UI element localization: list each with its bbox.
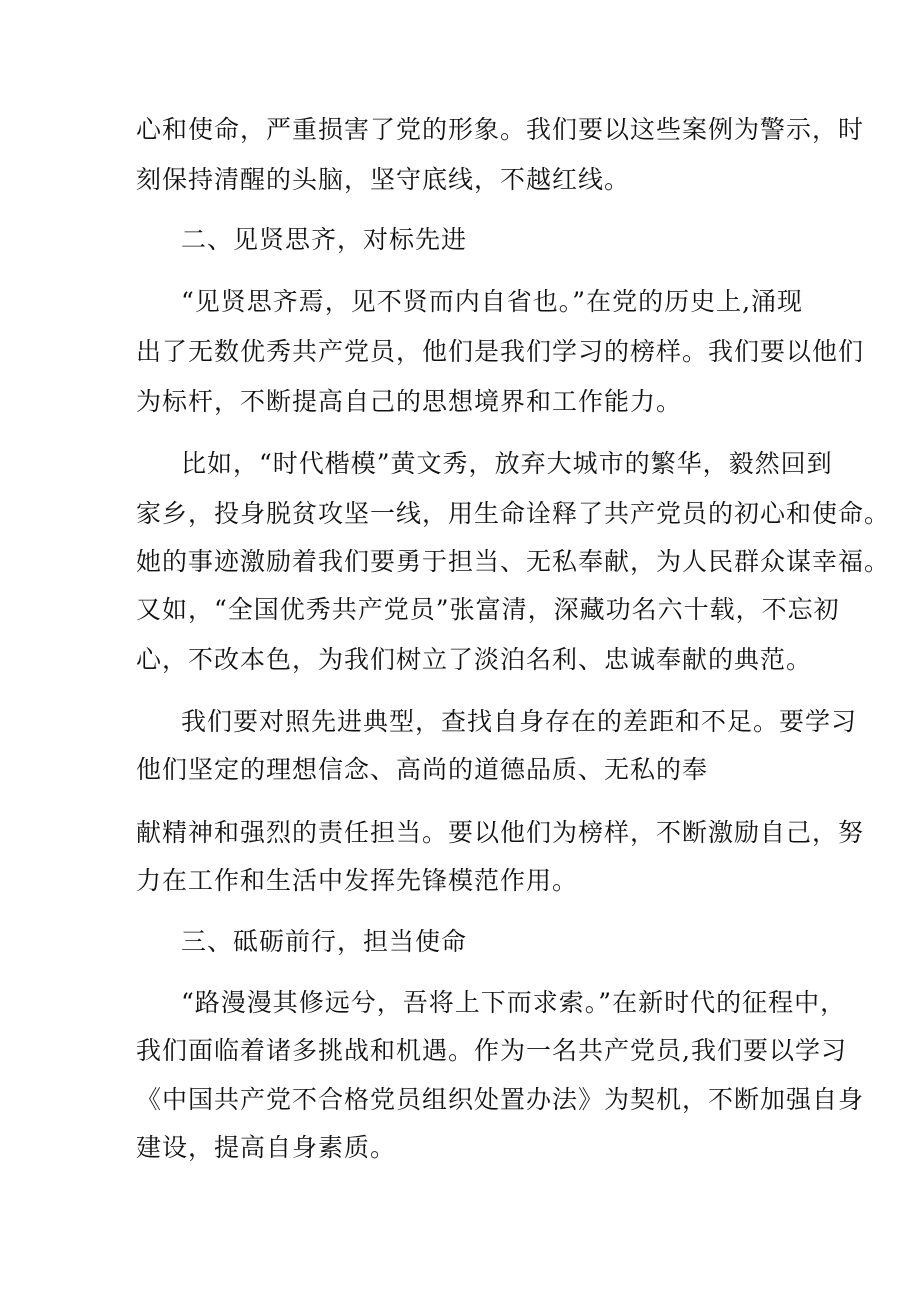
text-line: 又如，“全国优秀共产党员”张富清，深藏功名六十载，不忘初	[136, 595, 840, 624]
text-line: 我们面临着诸多挑战和机遇。作为一名共产党员,我们要以学习	[136, 1036, 847, 1065]
text-line: 刻保持清醒的头脑，坚守底线，不越红线。	[136, 165, 631, 194]
text-line: 力在工作和生活中发挥先锋模范作用。	[136, 866, 579, 895]
text-line: 他们坚定的理想信念、高尚的道德品质、无私的奉	[136, 755, 709, 784]
text-line: 她的事迹激励着我们要勇于担当、无私奉献，为人民群众谋幸福。	[136, 547, 891, 576]
section-heading: 三、砥砺前行，担当使命	[181, 927, 468, 956]
text-line: 出了无数优秀共产党员，他们是我们学习的榜样。我们要以他们	[136, 337, 865, 366]
text-line: “路漫漫其修远兮，吾将上下而求索。”在新时代的征程中，	[181, 988, 847, 1017]
text-line: 心和使命，严重损害了党的形象。我们要以这些案例为警示，时	[136, 115, 865, 144]
text-line: “见贤思齐焉，见不贤而内自省也。”在党的历史上,涌现	[181, 287, 804, 316]
text-line: 我们要对照先进典型，查找自身存在的差距和不足。要学习	[181, 707, 858, 736]
text-line: 为标杆，不断提高自己的思想境界和工作能力。	[136, 387, 683, 416]
text-line: 比如，“时代楷模”黄文秀，放弃大城市的繁华，毅然回到	[181, 449, 833, 478]
text-line: 《中国共产党不合格党员组织处置办法》为契机，不断加强自身	[136, 1085, 865, 1114]
text-line: 献精神和强烈的责任担当。要以他们为榜样，不断激励自己，努	[136, 818, 865, 847]
text-line: 心，不改本色，为我们树立了淡泊名利、忠诚奉献的典范。	[136, 645, 813, 674]
text-line: 建设，提高自身素质。	[136, 1133, 397, 1162]
text-line: 家乡，投身脱贫攻坚一线，用生命诠释了共产党员的初心和使命。	[136, 499, 891, 528]
section-heading: 二、见贤思齐，对标先进	[181, 225, 468, 254]
